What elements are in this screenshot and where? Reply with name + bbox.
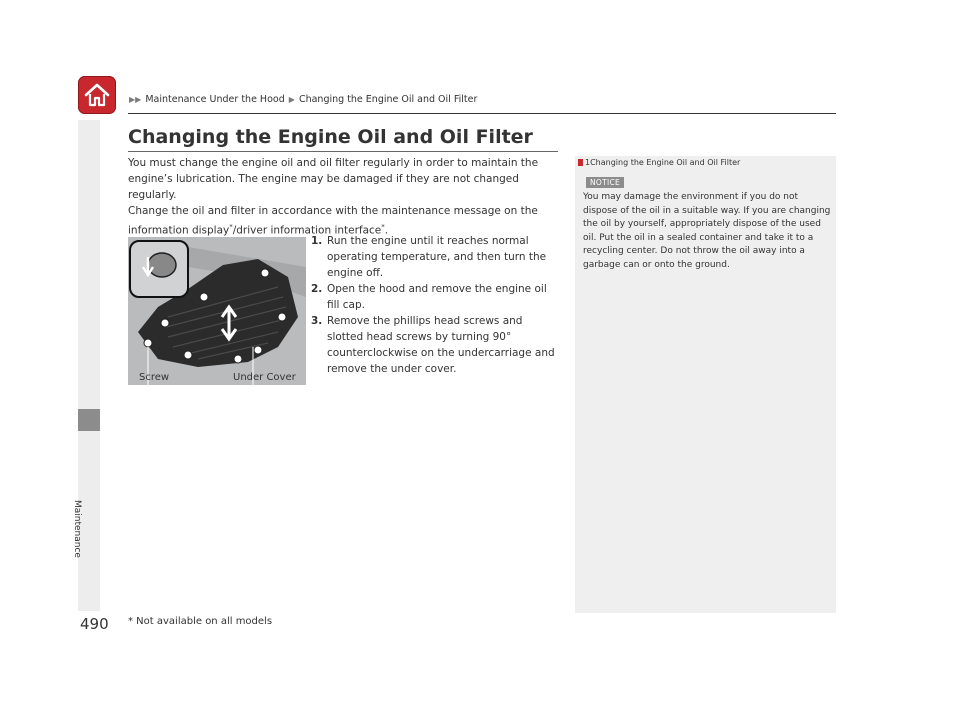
figure-label-screw: Screw	[139, 372, 170, 383]
chevron-right-icon: ▶	[288, 95, 295, 104]
footnote: * Not available on all models	[128, 616, 273, 627]
breadcrumb	[128, 94, 477, 105]
step-3: 3. Remove the phillips head screws and slotted head screws by turning 90° counterclockwise on the undercarriage and remove the under cover.	[311, 315, 555, 375]
step-1: 1. Run the engine until it reaches normal operating temperature, and then turn the engine off.	[311, 235, 547, 279]
title-rule	[128, 151, 558, 152]
footnote-marker: *	[381, 223, 385, 231]
step-2: 2. Open the hood and remove the engine oil fill cap.	[311, 283, 547, 311]
side-tab-track	[78, 120, 100, 409]
maintenance-message-paragraph: Change the oil and filter in accordance with the maintenance message on the information display*/driver information interface*.	[128, 205, 538, 237]
page-number: 490	[80, 615, 109, 633]
figure-label-under-cover: Under Cover	[233, 372, 296, 383]
chevron-right-icon: ▶▶	[129, 95, 142, 104]
side-tab-marker[interactable]	[78, 409, 100, 431]
home-button[interactable]	[78, 76, 116, 114]
breadcrumb-current: Changing the Engine Oil and Oil Filter	[298, 94, 478, 105]
intro-paragraph: You must change the engine oil and oil filter regularly in order to maintain the engine’s lubrication. The engine may be damaged if they are not changed regularly.	[128, 157, 539, 201]
sidebar-heading: 1Changing the Engine Oil and Oil Filter	[578, 158, 740, 167]
breadcrumb-link-maintenance-under-hood[interactable]: Maintenance Under the Hood	[145, 94, 285, 105]
steps-list	[311, 233, 560, 377]
reference-marker-icon	[578, 159, 583, 166]
footnote-marker: *	[229, 223, 233, 231]
page-title: Changing the Engine Oil and Oil Filter	[128, 126, 533, 148]
home-icon	[83, 81, 111, 109]
side-tab-label: Maintenance	[72, 500, 82, 558]
under-cover-illustration	[128, 237, 306, 385]
notice-text: You may damage the environment if you do not dispose of the oil in a suitable way. If you are changing the oil by yourself, appropriately dispose of the used oil. Put the oil in a sealed container and take it to a recycling center. Do not throw the oil away into a garbage can or onto the ground.	[583, 192, 831, 270]
notice-badge: NOTICE	[586, 177, 624, 188]
header-rule	[128, 113, 836, 114]
